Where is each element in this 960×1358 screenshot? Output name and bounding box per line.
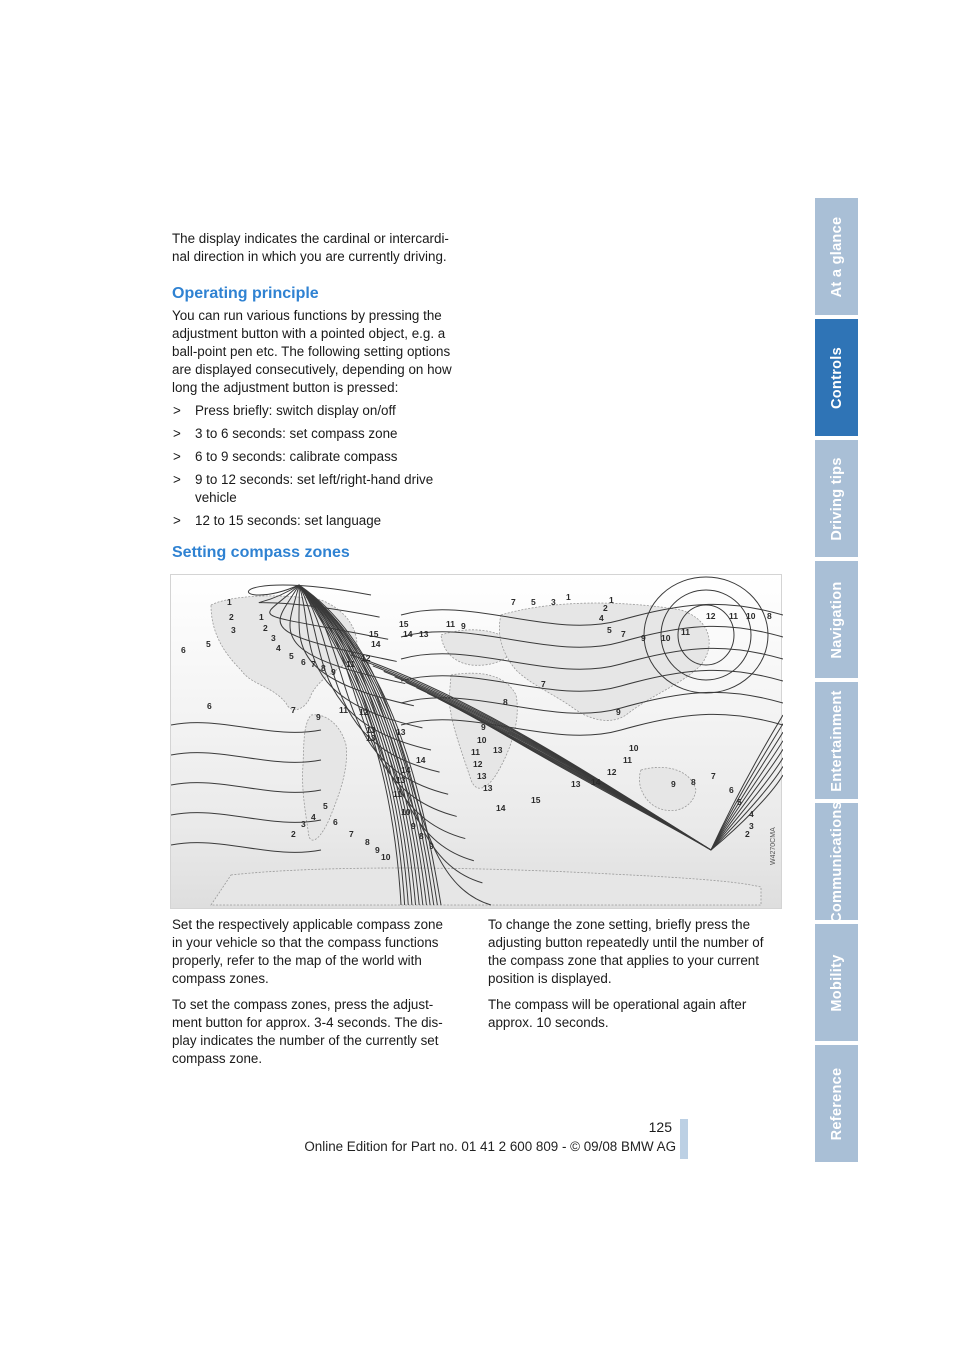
text-line: nal direction in which you are currently driving. [172,249,447,264]
zone-number-label: 13 [483,783,493,793]
zone-number-label: 7 [541,679,546,689]
zone-number-label: 5 [323,801,328,811]
zone-number-label: 13 [366,725,376,735]
zone-number-label: 5 [607,625,612,635]
zone-number-label: 12 [473,759,483,769]
tab-label: Entertainment [828,689,845,792]
zone-number-label: 1 [609,595,614,605]
text-line: in your vehicle so that the compass functions [172,935,439,950]
zone-number-label: 11 [729,611,738,621]
text-line: ment button for approx. 3-4 seconds. The dis- [172,1015,443,1030]
zone-number-label: 2 [745,829,750,839]
list-item-text: 6 to 9 seconds: calibrate compass [195,449,398,464]
list-item-text: 12 to 15 seconds: set language [195,513,382,528]
image-code-label: W4270CMA [770,827,777,865]
zone-number-label: 9 [375,845,380,855]
compass-zone-world-map [170,574,782,909]
zone-number-label: 14 [591,777,601,787]
operating-principle-text [172,307,452,397]
zone-number-label: 2 [229,612,234,622]
zone-line [171,723,321,733]
zone-number-label: 4 [311,812,316,822]
zone-number-label: 8 [691,777,696,787]
text-line: compass zones. [172,971,269,986]
footer-edition-text: Online Edition for Part no. 01 41 2 600 809 - © 09/08 BMW AG [304,1139,676,1154]
zone-number-label: 10 [381,852,391,862]
zone-number-label: 10 [629,743,639,753]
zone-number-label: 4 [599,613,604,623]
zone-number-label: 13 [493,745,503,755]
heading-setting-compass-zones: Setting compass zones [172,544,350,561]
text-line: ball-point pen etc. The following setting options [172,344,451,359]
zone-number-label: 5 [206,639,211,649]
zone-line [171,813,321,823]
bullet-marker: > [173,472,181,487]
list-item [172,471,472,507]
zone-number-label: 3 [551,597,556,607]
zone-number-label: 11 [623,755,632,765]
zone-number-label: 10 [477,735,487,745]
page-number: 125 [648,1119,672,1135]
zone-number-label: 13 [571,779,581,789]
zone-number-label: 13 [396,775,406,785]
zone-number-label: 13 [366,733,376,743]
zone-number-label: 7 [511,597,516,607]
tab-label: At a glance [828,216,845,297]
zone-number-label: 9 [671,779,676,789]
zone-number-label: 6 [333,817,338,827]
zone-number-label: 15 [399,619,409,629]
zone-number-label: 11 [681,627,690,637]
right-column-text [488,916,788,1032]
tab-label: Reference [828,1067,845,1140]
bullet-marker: > [173,403,181,418]
setting-options-list [172,402,472,535]
tab-at-a-glance[interactable] [815,198,858,315]
landmass [639,767,696,810]
text-line: The display indicates the cardinal or intercardi- [172,231,449,246]
text-line: are displayed consecutively, depending on how [172,362,452,377]
zone-number-label: 15 [531,795,541,805]
zone-number-label: 13 [419,629,429,639]
landmass [211,868,761,905]
zone-number-label: 9 [616,707,621,717]
zone-number-label: 2 [263,623,268,633]
zone-number-label: 9 [429,841,434,851]
tab-reference[interactable] [815,1045,858,1162]
zone-number-label: 11 [346,659,355,669]
zone-number-label: 7 [349,829,354,839]
zone-line [171,843,321,853]
tab-driving-tips[interactable] [815,440,858,557]
text-line: approx. 10 seconds. [488,1015,609,1030]
zone-number-label: 6 [207,701,212,711]
tab-mobility[interactable] [815,924,858,1041]
zone-number-label: 14 [403,629,413,639]
zone-number-label: 5 [289,651,294,661]
zone-number-label: 11 [339,705,348,715]
text-line: long the adjustment button is pressed: [172,380,399,395]
text-line [172,988,482,996]
tab-entertainment[interactable] [815,682,858,799]
list-item-text: Press briefly: switch display on/off [195,403,396,418]
zone-line [395,677,711,850]
zone-number-label: 9 [641,633,646,643]
zone-number-label: 15 [369,629,379,639]
zone-number-label: 12 [706,611,716,621]
list-item [172,512,472,530]
intro-text [172,230,449,266]
zone-number-label: 10 [746,611,756,621]
text-line: adjustment button with a pointed object, e.g. a [172,326,446,341]
zone-number-label: 7 [291,705,296,715]
zone-number-label: 10 [401,807,411,817]
bullet-marker: > [173,449,181,464]
zone-number-label: 12 [361,653,371,663]
tab-label: Communications [828,800,845,923]
list-item-text: 3 to 6 seconds: set compass zone [195,426,398,441]
zone-number-label: 12 [359,707,369,717]
zone-number-label: 1 [566,592,571,602]
text-line [488,988,788,996]
zone-number-label: 14 [416,755,426,765]
zone-number-label: 3 [231,625,236,635]
bullet-marker: > [173,426,181,441]
list-item [172,402,472,420]
zone-number-label: 1 [227,597,232,607]
text-line: play indicates the number of the currently set [172,1033,439,1048]
zone-number-label: 3 [749,821,754,831]
zone-number-label: 3 [271,633,276,643]
zone-number-label: 8 [365,837,370,847]
zone-number-label: 9 [411,821,416,831]
left-column-text [172,916,482,1068]
text-line: the compass zone that applies to your current [488,953,759,968]
zone-number-label: 4 [749,809,754,819]
zone-number-label: 6 [181,645,186,655]
heading-operating-principle: Operating principle [172,285,319,302]
tab-communications[interactable] [815,800,858,923]
zone-number-label: 1 [259,612,264,622]
text-line: position is displayed. [488,971,612,986]
text-line: adjusting button repeatedly until the number of [488,935,764,950]
text-line: The compass will be operational again after [488,997,747,1012]
zone-number-label: 12 [607,767,617,777]
zone-number-label: 14 [496,803,506,813]
zone-number-label: 13 [477,771,487,781]
zone-line [171,753,321,763]
zone-number-label: 3 [301,819,306,829]
footer-accent-bar [680,1119,688,1159]
zone-number-label: 6 [729,785,734,795]
tab-navigation[interactable] [815,561,858,678]
zone-number-label: 13 [396,727,406,737]
zone-number-label: 5 [531,597,536,607]
text-line: To set the compass zones, press the adjust- [172,997,434,1012]
zone-number-label: 9 [461,621,466,631]
zone-number-label: 5 [737,797,742,807]
list-item-text: vehicle [195,490,237,505]
text-line: compass zone. [172,1051,263,1066]
tab-label: Mobility [828,953,845,1012]
tab-label: Controls [828,346,845,409]
zone-number-label: 14 [401,765,411,775]
list-item-text: 9 to 12 seconds: set left/right-hand drive [195,472,434,487]
zone-number-label: 8 [419,831,424,841]
bullet-marker: > [173,513,181,528]
zone-number-label: 9 [316,712,321,722]
zone-number-label: 10 [661,633,671,643]
tab-controls[interactable] [815,319,858,436]
zone-number-label: 9 [331,667,336,677]
zone-number-label: 2 [603,603,608,613]
zone-number-label: 8 [321,663,326,673]
section-tabs [815,198,858,1166]
tab-label: Driving tips [828,456,845,541]
zone-number-label: 11 [393,789,402,799]
list-item [172,448,472,466]
zone-number-label: 14 [371,639,381,649]
zone-number-label: 4 [276,643,281,653]
list-item [172,425,472,443]
zone-number-label: 2 [291,829,296,839]
zone-number-label: 7 [311,659,316,669]
text-line: Set the respectively applicable compass zone [172,917,443,932]
tab-label: Navigation [828,580,845,659]
zone-number-label: 11 [471,747,480,757]
zone-number-label: 8 [503,697,508,707]
zone-number-label: 8 [767,611,772,621]
text-line: properly, refer to the map of the world with [172,953,422,968]
zone-number-label: 9 [481,722,486,732]
zone-number-label: 11 [446,619,455,629]
zone-line [171,783,321,793]
zone-number-label: 7 [621,629,626,639]
text-line: You can run various functions by pressing the [172,308,442,323]
zone-number-label: 6 [301,657,306,667]
compass-zone-map-graphic [171,575,783,910]
zone-number-label: 7 [711,771,716,781]
text-line: To change the zone setting, briefly press the [488,917,751,932]
